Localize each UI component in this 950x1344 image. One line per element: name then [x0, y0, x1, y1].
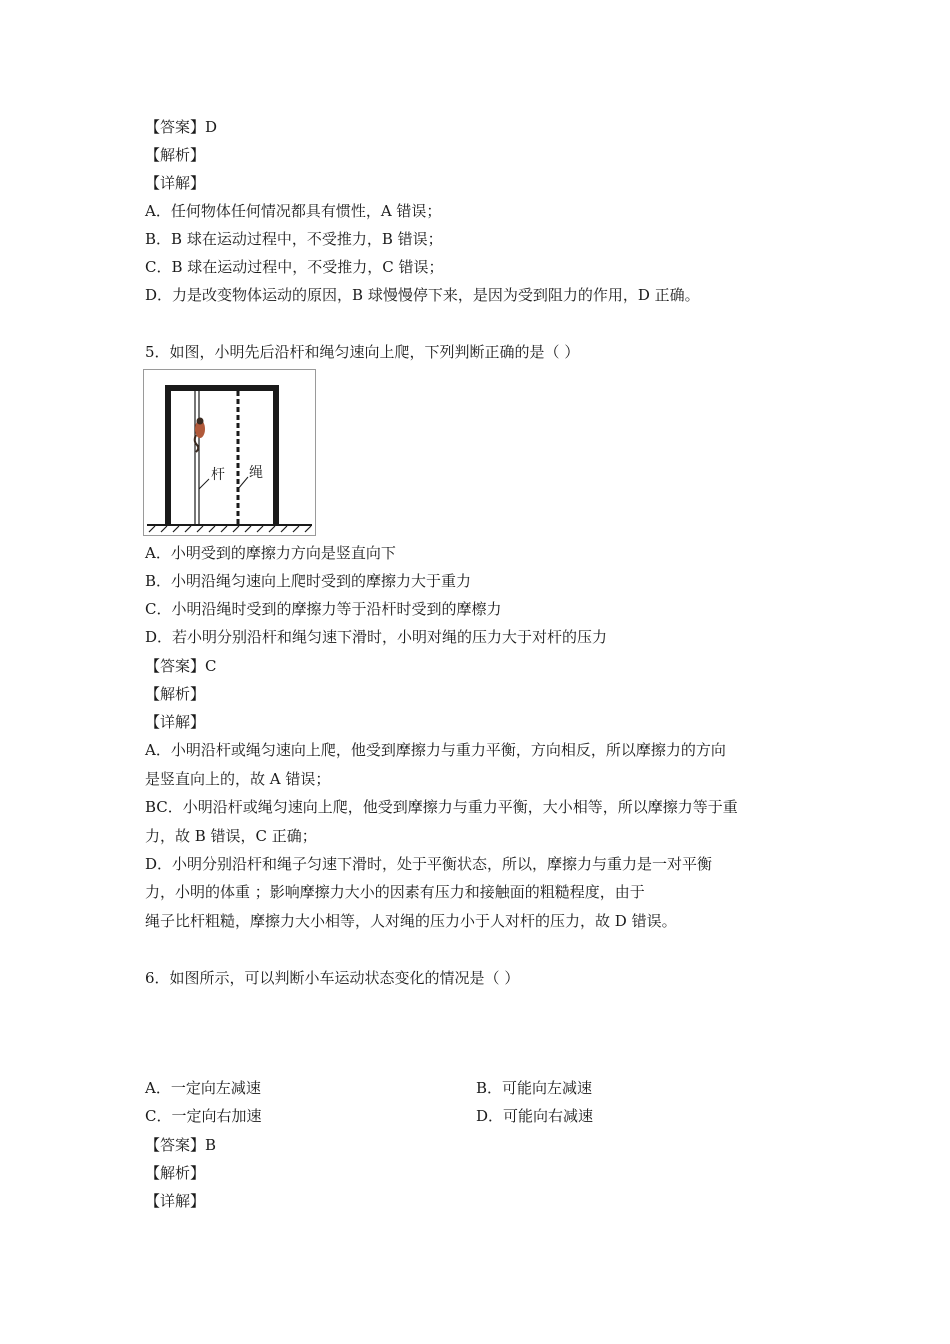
q4-explanation-line: D．力是改变物体运动的原因，B 球慢慢停下来，是因为受到阻力的作用，D 正确。 [145, 286, 700, 304]
q6-stem: 6．如图所示，可以判断小车运动状态变化的情况是（ ） [145, 969, 520, 987]
q4-answer: 【答案】D [145, 118, 218, 136]
q5-option-c: C．小明沿绳时受到的摩擦力等于沿杆时受到的摩檫力 [145, 600, 502, 618]
q5-option-a: A．小明受到的摩擦力方向是竖直向下 [145, 544, 396, 562]
q4-analysis-heading: 【解析】 [145, 146, 206, 164]
q5-analysis-heading: 【解析】 [145, 685, 206, 703]
q5-explanation-line: BC．小明沿杆或绳匀速向上爬，他受到摩擦力与重力平衡，大小相等，所以摩擦力等于重 [145, 798, 738, 816]
q4-detail-heading: 【详解】 [145, 174, 206, 192]
q6-option-c: C．一定向右加速 [145, 1107, 262, 1125]
q5-explanation-line: 是竖直向上的，故 A 错误； [145, 770, 331, 788]
q5-explanation-line: D．小明分别沿杆和绳子匀速下滑时，处于平衡状态，所以，摩擦力与重力是一对平衡 [145, 855, 713, 873]
q5-explanation-line: 绳子比杆粗糙，摩擦力大小相等，人对绳的压力小于人对杆的压力，故 D 错误。 [145, 912, 677, 930]
q5-option-d: D．若小明分别沿杆和绳匀速下滑时，小明对绳的压力大于对杆的压力 [145, 628, 608, 646]
q6-answer: 【答案】B [145, 1136, 217, 1154]
pole-label: 杆 [211, 467, 225, 483]
q5-explanation-line: A．小明沿杆或绳匀速向上爬，他受到摩擦力与重力平衡，方向相反，所以摩擦力的方向 [145, 741, 726, 759]
q5-answer: 【答案】C [145, 657, 217, 675]
pole-rope-figure [143, 369, 316, 536]
q4-explanation-line: C．B 球在运动过程中，不受推力，C 错误； [145, 258, 444, 276]
q4-explanation-line: B．B 球在运动过程中，不受推力，B 错误； [145, 230, 443, 248]
q5-option-b: B．小明沿绳匀速向上爬时受到的摩擦力大于重力 [145, 572, 472, 590]
q5-detail-heading: 【详解】 [145, 713, 206, 731]
q5-explanation-line: 力，小明的体重 ；影响摩擦力大小的因素有压力和接触面的粗糙程度，由于 [145, 883, 645, 901]
q5-explanation-line: 力，故 B 错误，C 正确； [145, 827, 317, 845]
q6-option-a: A．一定向左减速 [145, 1079, 261, 1097]
q6-analysis-heading: 【解析】 [145, 1164, 206, 1182]
q6-option-d: D．可能向右减速 [476, 1107, 594, 1125]
q5-stem: 5．如图，小明先后沿杆和绳匀速向上爬，下列判断正确的是（ ） [145, 343, 580, 361]
rope-label: 绳 [249, 465, 263, 481]
q6-option-b: B．可能向左减速 [476, 1079, 593, 1097]
q4-explanation-line: A．任何物体任何情况都具有惯性，A 错误； [145, 202, 442, 220]
q6-detail-heading: 【详解】 [145, 1192, 206, 1210]
